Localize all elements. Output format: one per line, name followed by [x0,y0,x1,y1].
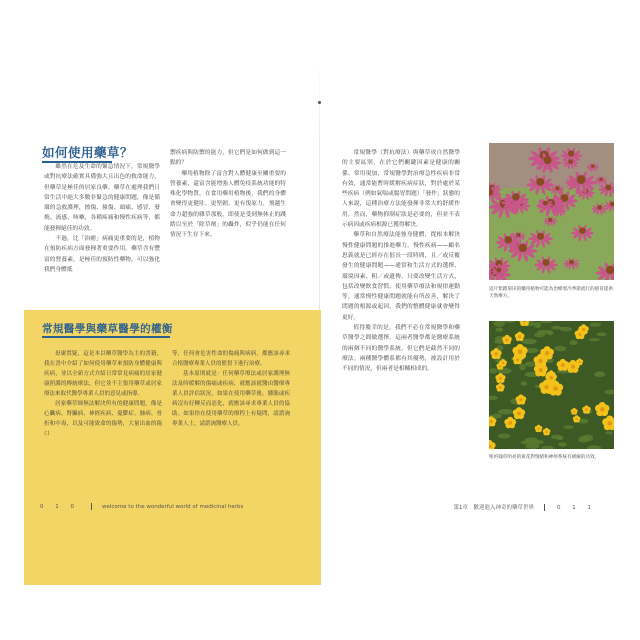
paragraph: 不過，比「治癒」病痛更重要的是，植物在預防疾病方面發揮著重要作用。藥草含有豐富的營養素，是極佳的預防性藥物，可以強化我們身體抵 [44,236,160,273]
page-number-right: 0 1 1 [557,505,596,511]
sidebar-column-a [44,349,162,439]
paragraph: 禦疾病與防禦的能力，但它們是如何做到這一點的？ [170,150,286,167]
paragraph: 值得慶幸的是，我們不必在常規醫學和藥草醫學之間做選擇。這兩者醫學都是醫療系統的兩個不同的醫學系統，但它們是截然不同的療法。兩種醫學體系都有其優勢，被設計用於不同的情況，但兩者是相輔相成的。 [342,325,460,373]
section-heading: 如何使用藥草？ [42,145,134,160]
photo-caption-stjohns: 聖約翰草明亮的黃花對情緒和神經系統有緩解的功效。 [489,455,600,460]
stjohns-wort-photo [489,321,614,449]
page-number-left: 0 1 0 [40,504,79,510]
stjohns-wort-illustration [489,321,614,449]
right-footer [453,503,596,511]
footer-divider [91,503,92,510]
photo-caption-echinacea: 這片紫錐菊田的藥用植物可能為治療寒冷季節流行的感冒提供天然療方。 [489,287,614,299]
paragraph: 基本原則就是：任何藥草療法或居家護理無法及時緩解的傷痛或疾病，就應該就醫由醫療專業人員評估狀況，如果在使用藥草後，腫脹或疾病沒有好轉反而惡化，就應該尋求專業人員的協助。如果你在使用藥草的療程上有疑問，請諮詢專業人士，請諮詢醫療人員。 [172,371,290,427]
paragraph: 毋庸置疑，這是本以藥草醫學為主的書籍，我在書中介紹了如何使用藥草來預防身體健康與疾病，並以全新方式介紹日常常見病痛的居家健康照護的傳統療法，但它並不主張用藥草或居家療法來取代醫學專業人員的意見或指導。 [44,351,162,397]
left-column-a [44,162,160,275]
footer-divider [544,504,545,511]
left-footer [40,503,243,510]
paragraph: 藥用植物除了富含對人體健康至關重要的營養素，還富含能增強人體免疫系統功能的特殊化學物質，在食用藥用植物後，我們的身體會變得更健壯、更堅韌、更有復原力，飛越生命力超強的雜草那般，即使是受到無休止的踐踏以至於「除草劑」的轟炸，似乎仍能在任何情況下生存下來。 [170,170,286,239]
running-footer-text: welcome to the wonderful world of medicinal herbs [102,504,244,510]
sidebar-title-underline [42,336,170,338]
paragraph: 等，任何會危害性命的傷痛與病病，都應該尋求合格醫療專業人員的監督下進行治療。 [172,351,290,367]
paragraph: 藥草和自然療法能強身健體，從根本解決慢性健康問題的推進藥力。慢性疾病——顧名思義就是已經存在很長一段時間，且／或反覆發生的健康問題——通常和生活方式的選擇、環境因素、粗／或遺傳，只要改變生活方式，包括改變飲食習慣、使用藥草療法和規律運動等，通常慢性健康問題就能有所改善，解決了問題的根源或起因，我們的整體健康就會變得更好。 [342,232,460,321]
echinacea-photo [489,143,614,280]
right-column [342,148,460,375]
chapter-footer-text: 第1章 歡迎進入神奇的藥草世界 [453,505,534,511]
sidebar-title: 常規醫學與藥草醫學的權衡 [42,323,173,335]
paragraph: 常規醫學（對抗療法）與藥草成自然醫學的主要區別，在於它們關鍵因素是健康的關係。常用現加，常規醫學對治療急性疾病非常有效，通常能暫時緩解疾病症狀，對於處於某些疾病（例如氣喘或腸胃問題）「發作」狀態的人來說，這種治療方法能發揮非常大的舒緩作用，然而，藥物抑制症狀是必要的，但並不表示病因或疾病根源已獲得解決。 [342,150,460,229]
echinacea-illustration [489,143,614,280]
sidebar-column-b [172,349,290,429]
left-column-b [170,148,286,241]
paragraph: 居家藥草師無法解決所有的健康問題，像是心臟病、腎臟病、神經疾病、憂鬱症、肺病、骨折和中毒，以及可能致命的傷勢，大量出血的傷口 [44,401,162,437]
paragraph: 雖然在危及生命的緊急情況下，常規醫學或對抗療法確實具備強大且出色的救命能力，但藥草是極佳的居家良藥。藥草在處理我們日常生活中絕大多數非緊急的健康問題，像是循環的急救護理，擦傷、撞傷、頭痛、感冒、發燒、流感、咳嗽，各種疼痛和慢性疾病等，都能發揮絕佳的功效。 [44,164,160,232]
page-mark [318,101,321,104]
